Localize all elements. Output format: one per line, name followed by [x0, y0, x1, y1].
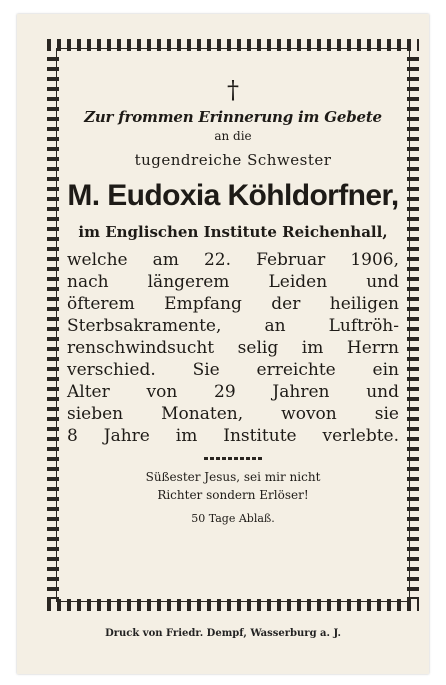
cross-icon: † [227, 76, 239, 104]
obituary-line: nach längerem Leiden und [67, 272, 399, 292]
prayer-line-2: Richter sondern Erlöser! [157, 488, 309, 502]
obituary-line: sieben Monaten, wovon sie [67, 404, 399, 424]
heading-line-2: an die [214, 129, 252, 143]
prayer-block [67, 468, 399, 528]
prayer-line-1: Süßester Jesus, sei mir nicht [145, 470, 321, 484]
institute-line: im Englischen Institute Reichenhall, [78, 223, 388, 241]
ornamental-divider [204, 457, 262, 460]
memorial-card [17, 14, 429, 674]
deceased-name: M. Eudoxia Köhldorfner, [67, 179, 399, 212]
indulgence-note: 50 Tage Ablaß. [191, 512, 275, 525]
obituary-line: Alter von 29 Jahren und [67, 382, 399, 402]
obituary-line: 8 Jahre im Institute verlebte. [67, 426, 399, 446]
card-content [67, 76, 399, 528]
heading-line-1: Zur frommen Erinnerung im Gebete [84, 108, 382, 126]
obituary-line: welche am 22. Februar 1906, [67, 250, 399, 270]
obituary-line: renschwindsucht selig im Herrn [67, 338, 399, 358]
obituary-line: verschied. Sie erreichte ein [67, 360, 399, 380]
obituary-line: Sterbsakramente, an Luftröh- [67, 316, 399, 336]
printer-credit: Druck von Friedr. Dempf, Wasserburg a. J. [105, 628, 341, 639]
obituary-line: öfterem Empfang der heiligen [67, 294, 399, 314]
heading-line-3: tugendreiche Schwester [134, 151, 332, 169]
obituary-text [67, 249, 399, 447]
